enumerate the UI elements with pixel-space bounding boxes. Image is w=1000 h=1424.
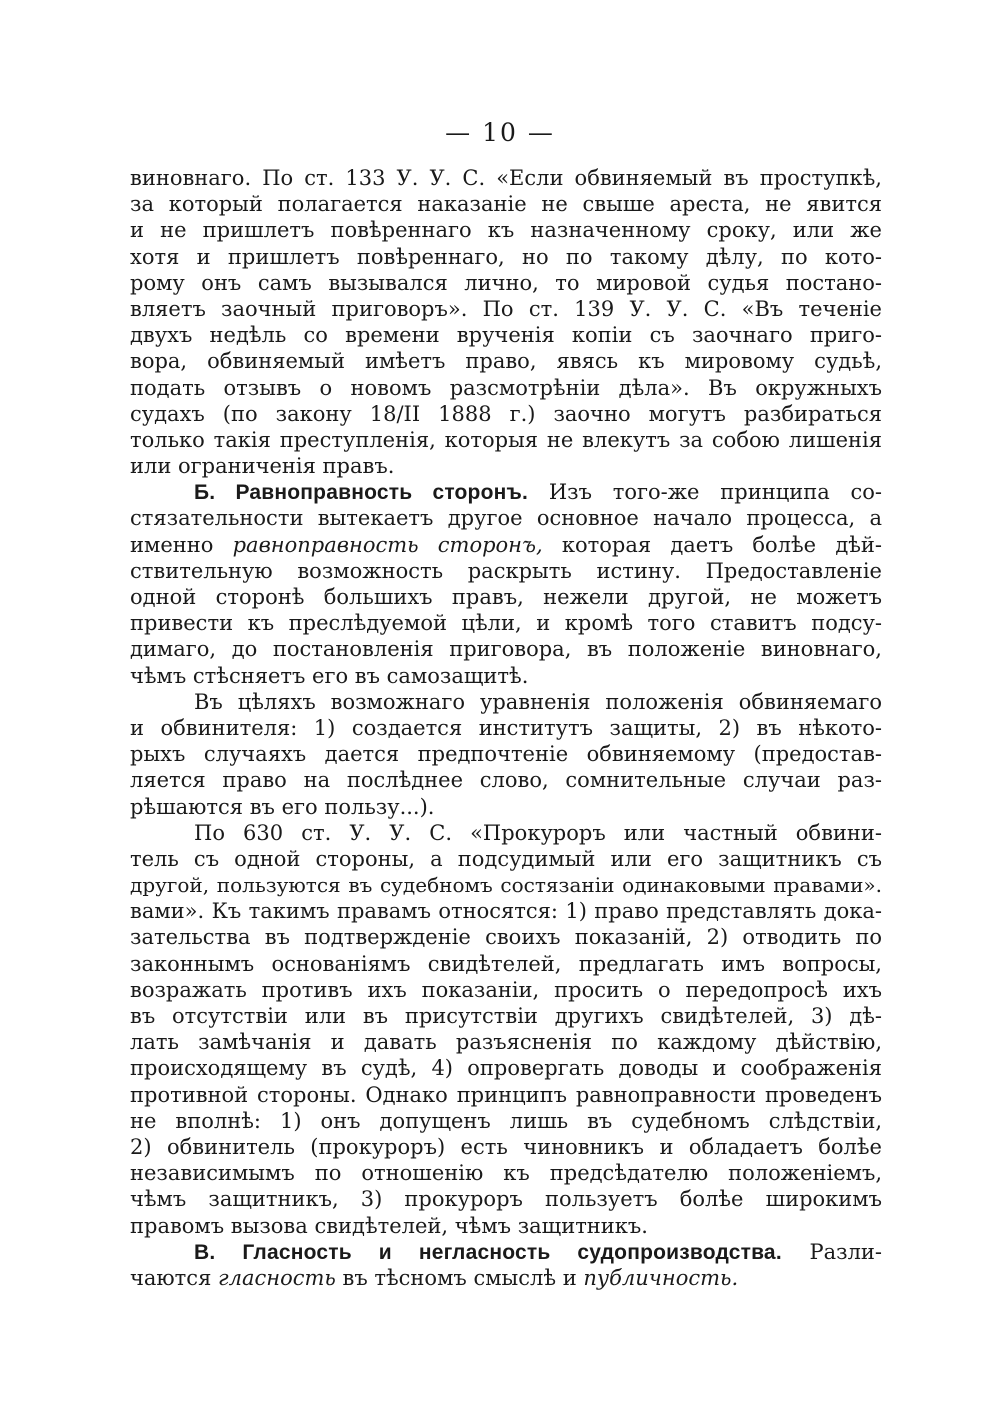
text-line: происходящему въ судѣ, 4) опровергать доводы и соображенія — [130, 1056, 882, 1081]
text-line: въ отсутствіи или въ присутствіи другихъ свидѣтелей, 3) дѣ- — [130, 1004, 882, 1028]
text-line: лать замѣчанія и давать разъясненія по каждому дѣйствію, — [130, 1030, 882, 1055]
text-line: димаго, до постановленія приговора, въ положеніе виновнаго, — [130, 637, 882, 662]
text-line: рыхъ случаяхъ дается предпочтеніе обвиняемому (предостав- — [130, 742, 882, 767]
text-line: рѣшаются въ его пользу...). — [130, 794, 435, 819]
section-b-first-line — [130, 479, 882, 505]
text-line: только такія преступленія, которыя не влекутъ за собою лишенія — [130, 427, 882, 452]
text-line: и не пришлетъ повѣреннаго къ назначенному сроку, или же — [130, 218, 882, 243]
text-line: судахъ (по закону 18/II 1888 г.) заочно могутъ разбираться — [130, 401, 882, 426]
text-line: стязательности вытекаетъ другое основное начало процесса, а — [130, 506, 882, 531]
text-line: правомъ вызова свидѣтелей, чѣмъ защитникъ. — [130, 1213, 648, 1238]
text-line: чѣмъ стѣсняетъ его въ самозащитѣ. — [130, 663, 529, 688]
emphasis-text: равноправность сторонъ, — [232, 532, 543, 557]
section-heading-b: Б. Равноправность сторонъ. — [194, 481, 529, 505]
text-line: вора, обвиняемый имѣетъ право, явясь къ мировому судьѣ, — [130, 349, 882, 374]
section-c-first-line — [130, 1239, 882, 1265]
text-line: не вполнѣ: 1) онъ допущенъ лишь въ судебномъ слѣдствіи, — [130, 1108, 882, 1133]
text-line — [130, 532, 882, 558]
page-number: — 10 — — [445, 118, 555, 147]
text-line: одной сторонѣ большихъ правъ, нежели другой, не можетъ — [130, 585, 882, 609]
emphasis-text: публичность. — [583, 1265, 739, 1290]
text-line: ствительную возможность раскрыть истину. Предоставленіе — [130, 558, 882, 583]
text-line: Въ цѣляхъ возможнаго уравненія положенія обвиняемаго — [194, 689, 882, 714]
text-line: независимымъ по отношенію къ предсѣдателю положеніемъ, — [130, 1161, 882, 1186]
text-fragment: именно — [130, 532, 233, 557]
text-line: законнымъ основаніямъ свидѣтелей, предлагать имъ вопросы, — [130, 951, 882, 976]
text-line: ляется право на послѣднее слово, сомнительные случаи раз- — [130, 768, 882, 793]
text-line: виновнаго. По ст. 133 У. У. С. «Если обвиняемый въ проступкѣ, — [130, 166, 882, 190]
text-line: 2) обвинитель (прокуроръ) есть чиновникъ и обладаетъ болѣе — [130, 1134, 882, 1159]
text-line: подать отзывъ о новомъ разсмотрѣніи дѣла». Въ окружныхъ — [130, 375, 882, 400]
text-line: противной стороны. Однако принципъ равноправности проведенъ — [130, 1082, 882, 1107]
text-line: рому онъ самъ вызывался лично, то мировой судья постано- — [130, 270, 882, 295]
text-fragment: Изъ того-же принципа со- — [528, 480, 882, 505]
text-line — [130, 1265, 882, 1291]
text-fragment: въ тѣсномъ смыслѣ и — [335, 1265, 584, 1290]
text-line: вляетъ заочный приговоръ». По ст. 139 У. У. С. «Въ теченіе — [130, 296, 882, 321]
text-line: чѣмъ защитникъ, 3) прокуроръ пользуетъ болѣе широкимъ — [130, 1187, 882, 1212]
text-line: другой, пользуются въ судебномъ состязаніи одинаковыми правами». — [130, 873, 882, 898]
text-line: привести къ преслѣдуемой цѣли, и кромѣ того ставитъ подсу- — [130, 611, 882, 636]
emphasis-text: гласность — [218, 1265, 336, 1290]
text-line: тель съ одной стороны, а подсудимый или его защитникъ съ — [130, 846, 882, 871]
text-line: вами». Къ такимъ правамъ относятся: 1) право представлять дока- — [130, 899, 882, 924]
text-line: зательства въ подтвержденіе своихъ показаній, 2) отводить по — [130, 925, 882, 950]
text-line: возражать противъ ихъ показаніи, просить о передопросѣ ихъ — [130, 977, 882, 1002]
text-fragment: Разли- — [781, 1239, 882, 1264]
text-line: за который полагается наказаніе не свыше ареста, не явится — [130, 192, 882, 217]
text-fragment: чаются — [130, 1265, 218, 1290]
body-text — [130, 165, 882, 1291]
text-line: хотя и пришлетъ повѣреннаго, но по такому дѣлу, по кото- — [130, 244, 882, 269]
text-line: или ограниченія правъ. — [130, 454, 395, 479]
text-fragment: которая даетъ болѣе дѣй- — [542, 532, 883, 557]
section-heading-c: В. Гласность и негласность судопроизводства. — [194, 1240, 782, 1264]
text-line: По 630 ст. У. У. С. «Прокуроръ или частный обвини- — [194, 820, 882, 845]
text-line: и обвинителя: 1) создается институтъ защиты, 2) въ нѣкото- — [130, 715, 882, 740]
text-line: двухъ недѣль со времени врученія копіи съ заочнаго приго- — [130, 323, 882, 348]
